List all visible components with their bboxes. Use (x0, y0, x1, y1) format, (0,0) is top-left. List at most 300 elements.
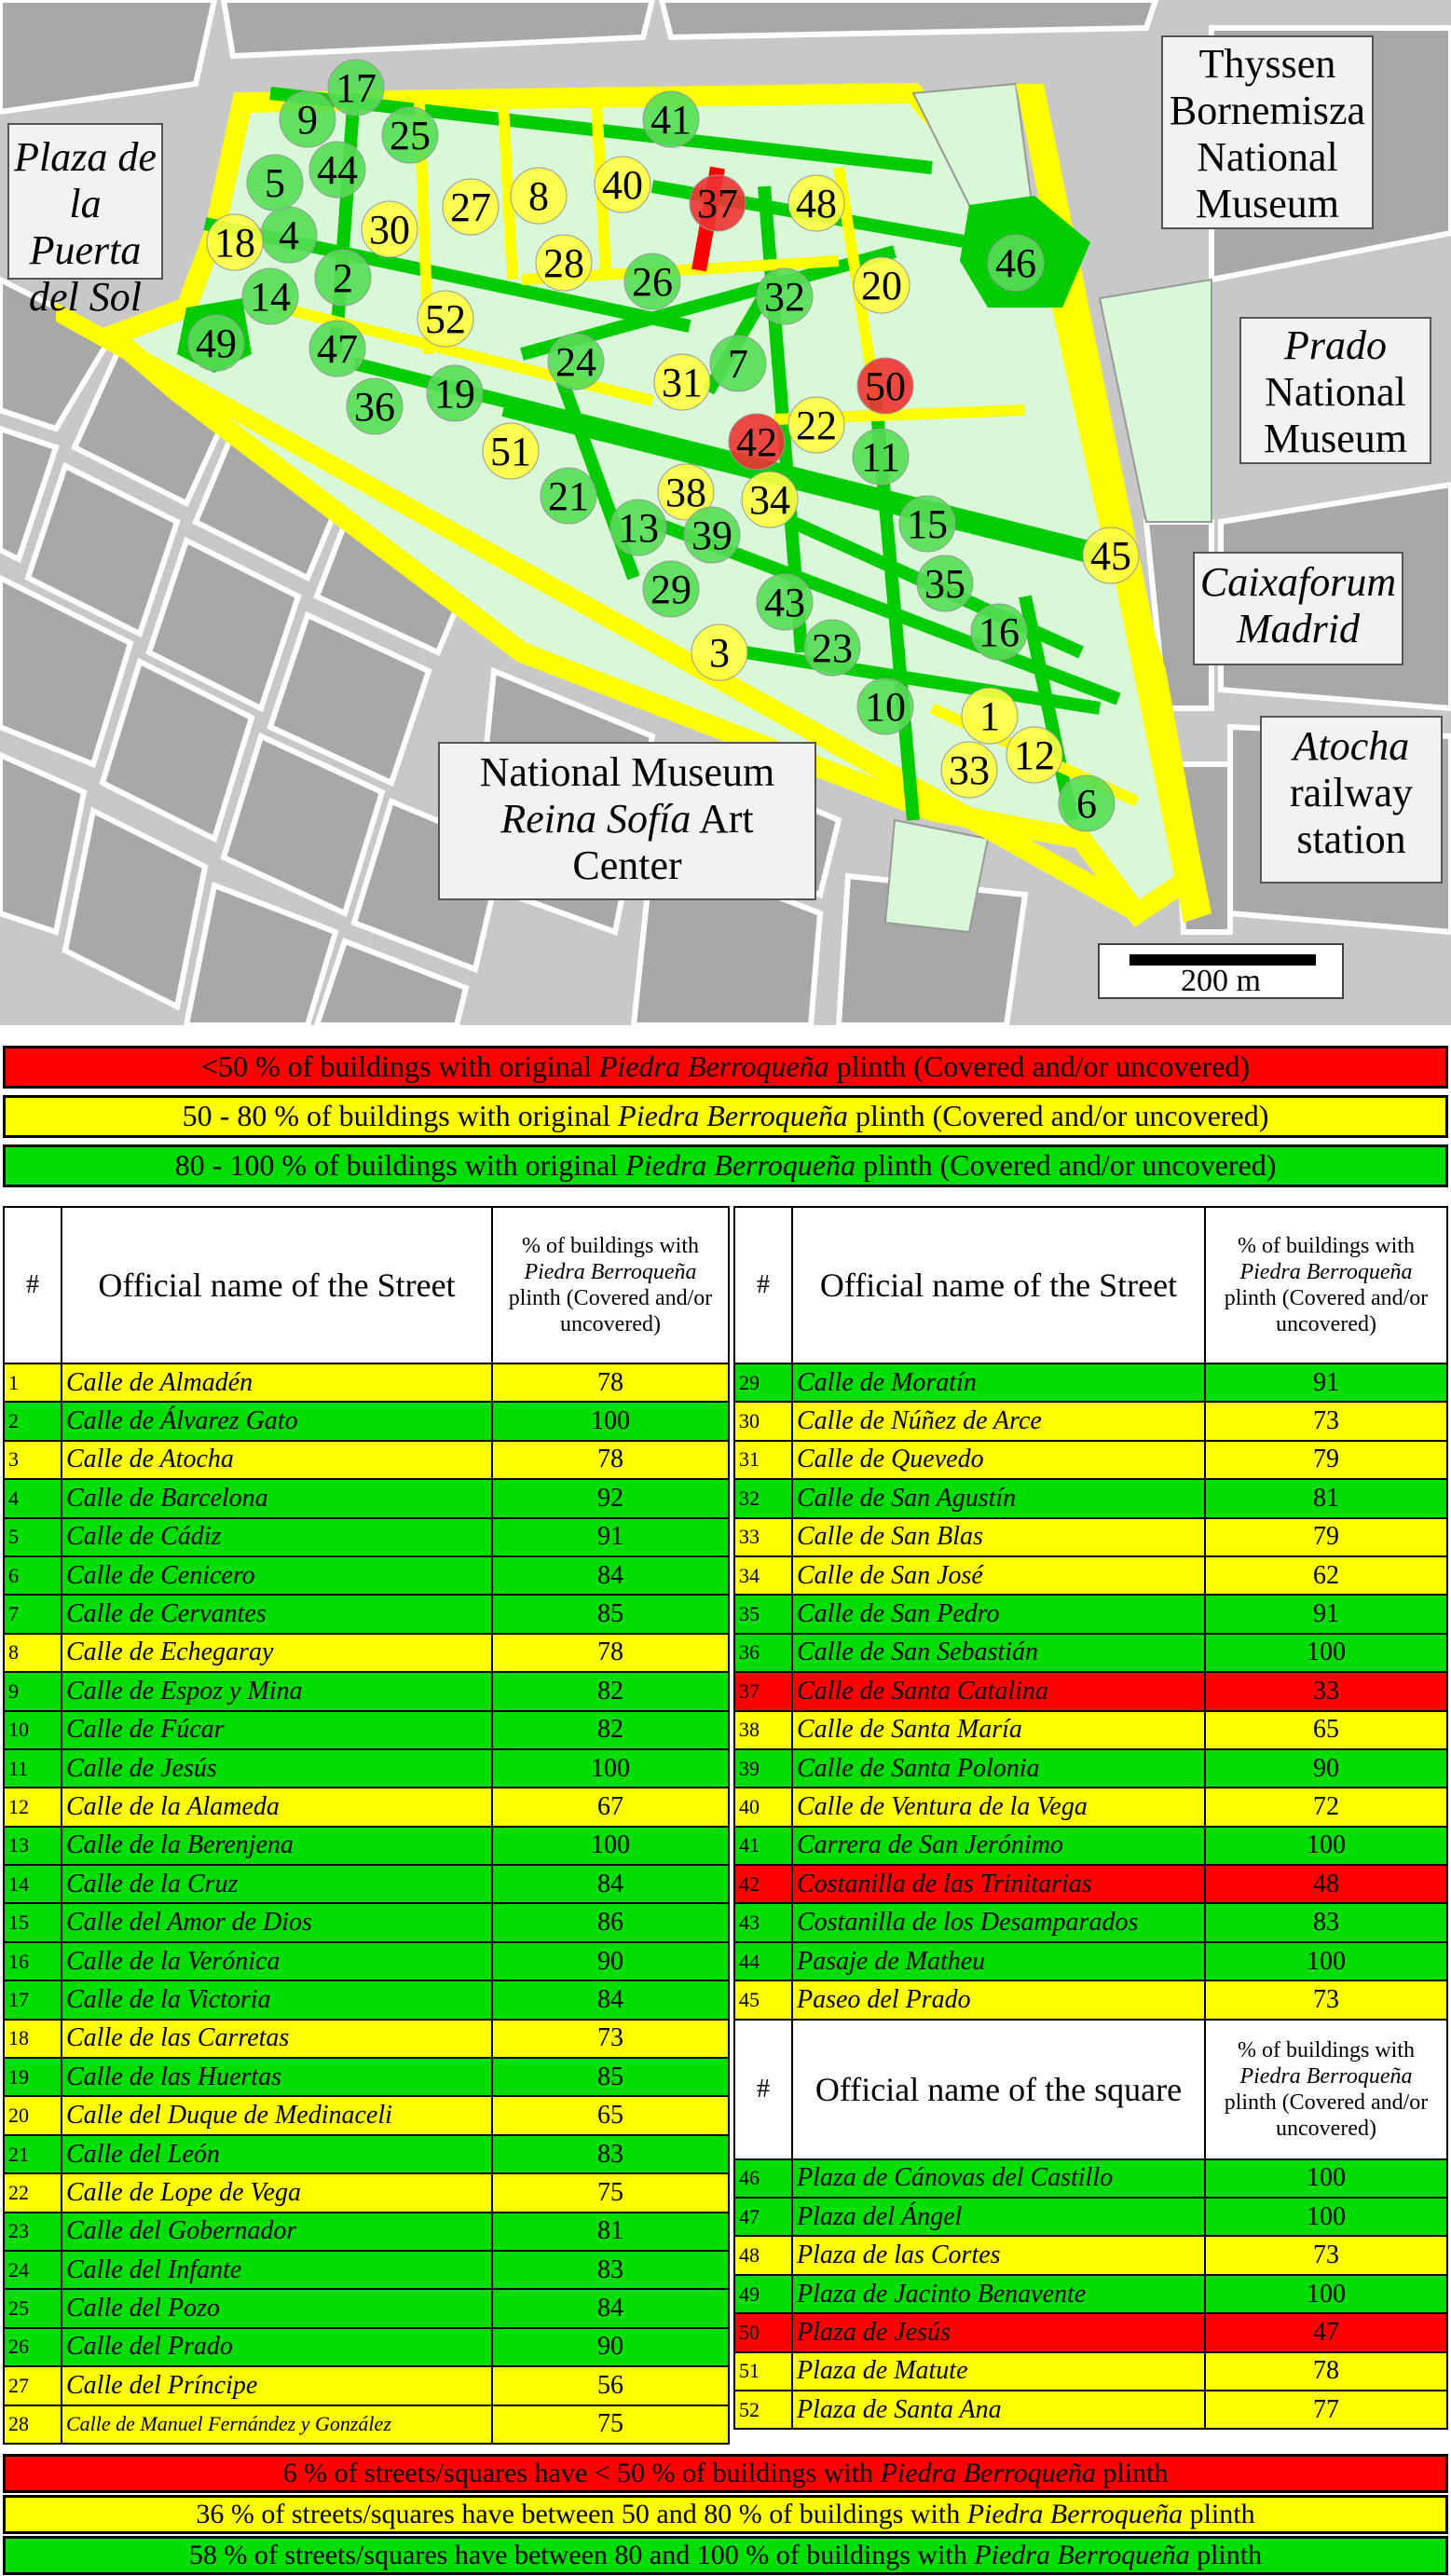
legend-text: 50 - 80 % of buildings with original (182, 1099, 619, 1132)
table-row (734, 2275, 1447, 2313)
table-row (734, 2236, 1447, 2274)
street-marker-label: 3 (709, 630, 730, 676)
table-header-row (734, 2020, 1447, 2159)
table-row (4, 2251, 729, 2289)
label-thyssen (1161, 35, 1374, 229)
table-row (4, 2096, 729, 2134)
table-row (734, 1903, 1447, 1941)
street-marker-label: 13 (618, 505, 659, 551)
street-marker-label: 36 (354, 384, 395, 430)
header-pct-italic: Piedra Berroqueña (524, 1260, 697, 1284)
row-number: 41 (734, 1827, 792, 1865)
row-name: Calle de Espoz y Mina (62, 1672, 492, 1710)
row-number: 11 (4, 1749, 62, 1788)
row-percentage: 86 (492, 1903, 729, 1941)
row-percentage: 100 (1205, 1827, 1447, 1865)
row-percentage: 83 (1205, 1903, 1447, 1941)
row-percentage: 78 (492, 1634, 729, 1672)
legend-red (3, 1046, 1448, 1089)
table-row (4, 1865, 729, 1903)
table-row (4, 1634, 729, 1672)
label-line: Thyssen (1198, 41, 1336, 87)
legend-text-italic: Piedra Berroqueña (598, 1049, 829, 1083)
label-line: Madrid (1237, 606, 1360, 651)
row-percentage: 73 (1205, 1980, 1447, 2019)
row-name: Calle del Amor de Dios (62, 1903, 492, 1941)
row-number: 13 (4, 1827, 62, 1865)
row-percentage: 81 (492, 2213, 729, 2251)
row-number: 43 (734, 1903, 792, 1941)
table-row (734, 1556, 1447, 1595)
table-row (4, 1595, 729, 1633)
row-number: 17 (4, 1980, 62, 2019)
row-number: 48 (734, 2236, 792, 2274)
street-marker-label: 6 (1076, 781, 1097, 827)
table-row (734, 1441, 1447, 1479)
row-number: 23 (4, 2213, 62, 2251)
row-name: Plaza de Cánovas del Castillo (792, 2159, 1205, 2198)
label-puerta-del-sol (7, 123, 163, 320)
streets-table-left-body (4, 1363, 729, 2444)
row-number: 24 (4, 2251, 62, 2289)
row-number: 33 (734, 1518, 792, 1556)
row-percentage: 78 (492, 1441, 729, 1479)
row-number: 37 (734, 1672, 792, 1710)
street-marker-label: 1 (979, 693, 1000, 739)
summary-text-italic: Piedra Berroqueña (880, 2458, 1096, 2488)
street-marker-label: 18 (214, 220, 255, 266)
row-percentage: 100 (1205, 2198, 1447, 2236)
table-row (734, 2313, 1447, 2351)
row-name: Plaza de las Cortes (792, 2236, 1205, 2274)
row-percentage: 84 (492, 1556, 729, 1595)
label-italic: Reina Sofía (500, 796, 691, 842)
row-name: Calle de Lope de Vega (62, 2173, 492, 2212)
street-marker-label: 11 (860, 434, 901, 480)
legend-text-italic: Piedra Berroqueña (625, 1148, 856, 1182)
row-name: Carrera de San Jerónimo (792, 1827, 1205, 1865)
row-number: 34 (734, 1556, 792, 1595)
street-marker-label: 39 (691, 513, 732, 558)
street-marker-label: 48 (796, 181, 837, 226)
street-marker-label: 45 (1090, 533, 1131, 579)
row-name: Calle del Prado (62, 2328, 492, 2366)
table-row (4, 1903, 729, 1941)
table-row (4, 2328, 729, 2366)
label-line: Center (572, 843, 682, 888)
row-name: Plaza de Jesús (792, 2313, 1205, 2351)
street-marker-label: 44 (317, 147, 358, 193)
row-percentage: 100 (492, 1749, 729, 1788)
street-marker-label: 38 (665, 470, 706, 515)
row-name: Calle de Santa Polonia (792, 1749, 1205, 1788)
row-name: Calle de las Huertas (62, 2058, 492, 2096)
row-percentage: 75 (492, 2173, 729, 2212)
table-row (4, 1711, 729, 1749)
header-pct-line: % of buildings with (522, 1234, 699, 1258)
table-row (734, 1479, 1447, 1517)
row-percentage: 83 (492, 2135, 729, 2173)
row-name: Calle del Pozo (62, 2289, 492, 2327)
legend-yellow (3, 1095, 1448, 1138)
row-number: 21 (4, 2135, 62, 2173)
row-number: 8 (4, 1634, 62, 1672)
label-reina-sofia (438, 742, 816, 900)
row-number: 52 (734, 2391, 792, 2429)
table-row (734, 2391, 1447, 2429)
table-row (734, 1788, 1447, 1826)
row-percentage: 100 (1205, 1634, 1447, 1672)
row-percentage: 100 (1205, 2159, 1447, 2198)
row-name: Plaza de Jacinto Benavente (792, 2275, 1205, 2313)
row-number: 25 (4, 2289, 62, 2327)
row-number: 18 (4, 2020, 62, 2058)
row-name: Calle de Jesús (62, 1749, 492, 1788)
street-marker-label: 49 (196, 321, 237, 366)
row-number: 3 (4, 1441, 62, 1479)
row-name: Calle de Santa Catalina (792, 1672, 1205, 1710)
row-name: Calle del Infante (62, 2251, 492, 2289)
squares-header (734, 2020, 1447, 2159)
row-number: 38 (734, 1711, 792, 1749)
row-name: Plaza de Santa Ana (792, 2391, 1205, 2429)
summary-text-italic: Piedra Berroqueña (974, 2540, 1190, 2570)
street-marker-label: 29 (650, 567, 691, 612)
row-percentage: 91 (1205, 1363, 1447, 1402)
table-row (4, 1518, 729, 1556)
row-name: Costanilla de las Trinitarias (792, 1865, 1205, 1903)
row-number: 42 (734, 1865, 792, 1903)
label-line: Prado (1284, 322, 1387, 368)
header-pct-line: plinth (Covered and/or uncovered) (508, 1286, 713, 1336)
table-row (734, 2198, 1447, 2236)
row-name: Calle de Moratín (792, 1363, 1205, 1402)
row-number: 32 (734, 1479, 792, 1517)
street-marker-label: 15 (907, 501, 948, 547)
row-name: Calle de Santa María (792, 1711, 1205, 1749)
street-marker-label: 12 (1014, 733, 1055, 778)
label-prado (1239, 317, 1431, 464)
row-name: Calle de Barcelona (62, 1479, 492, 1517)
row-number: 49 (734, 2275, 792, 2313)
street-marker-label: 28 (543, 240, 584, 286)
legend-text: plinth (Covered and/or uncovered) (855, 1148, 1277, 1182)
row-percentage: 78 (492, 1363, 729, 1402)
row-number: 22 (4, 2173, 62, 2212)
row-number: 45 (734, 1980, 792, 2019)
row-name: Calle de San José (792, 1556, 1205, 1595)
row-name: Calle de Atocha (62, 1441, 492, 1479)
street-marker-label: 30 (369, 207, 410, 253)
row-name: Calle de la Victoria (62, 1980, 492, 2019)
header-percentage (492, 1207, 729, 1363)
summary-yellow (3, 2495, 1448, 2534)
row-name: Calle de las Carretas (62, 2020, 492, 2058)
row-number: 15 (4, 1903, 62, 1941)
row-number: 20 (4, 2096, 62, 2134)
header-pct-line: % of buildings with (1238, 2037, 1415, 2062)
label-line: National Museum (479, 749, 775, 795)
label-line: railway (1290, 770, 1413, 815)
table-row (734, 1827, 1447, 1865)
row-percentage: 67 (492, 1788, 729, 1826)
row-name: Calle del León (62, 2135, 492, 2173)
label-caixaforum (1193, 552, 1403, 665)
row-name: Calle de San Agustín (792, 1479, 1205, 1517)
table-row (4, 1556, 729, 1595)
street-marker-label: 14 (250, 274, 291, 320)
street-marker-label: 4 (279, 212, 299, 258)
table-row (4, 1402, 729, 1440)
header-pct-line: plinth (Covered and/or uncovered) (1224, 1286, 1429, 1336)
row-percentage: 72 (1205, 1788, 1447, 1826)
street-marker-label: 34 (749, 477, 790, 523)
header-pct-line: % of buildings with (1238, 1234, 1415, 1258)
table-row (4, 2289, 729, 2327)
row-percentage: 100 (1205, 1942, 1447, 1980)
row-percentage: 73 (1205, 1402, 1447, 1440)
row-number: 14 (4, 1865, 62, 1903)
row-name: Calle de Cervantes (62, 1595, 492, 1633)
label-line: National (1265, 369, 1406, 415)
label-line: la Puerta (29, 181, 142, 273)
summary-text: 36 % of streets/squares have between 50 and 80 % of buildings with (196, 2499, 967, 2529)
row-number: 16 (4, 1942, 62, 1980)
label-line: del Sol (29, 274, 142, 320)
row-number: 44 (734, 1942, 792, 1980)
streets-table-left (3, 1206, 730, 2445)
street-marker-label: 25 (390, 113, 431, 158)
row-percentage: 85 (492, 2058, 729, 2096)
table-row (734, 2352, 1447, 2391)
street-marker-label: 20 (861, 263, 902, 308)
row-number: 39 (734, 1749, 792, 1788)
table-row (734, 1518, 1447, 1556)
street-marker-label: 10 (865, 684, 906, 730)
row-number: 40 (734, 1788, 792, 1826)
label-atocha (1260, 716, 1443, 884)
summary-text: plinth (1183, 2499, 1255, 2529)
row-name: Calle de Echegaray (62, 1634, 492, 1672)
row-percentage: 75 (492, 2405, 729, 2444)
row-name: Calle de Fúcar (62, 1711, 492, 1749)
row-percentage: 62 (1205, 1556, 1447, 1595)
street-marker-label: 33 (949, 747, 990, 793)
header-number: # (734, 1207, 792, 1363)
table-row (4, 2135, 729, 2173)
street-marker-label: 46 (995, 240, 1036, 286)
table-row (4, 2173, 729, 2212)
street-marker-label: 8 (528, 173, 549, 219)
summary-text: 6 % of streets/squares have < 50 % of buildings with (282, 2458, 881, 2488)
row-name: Calle de la Berenjena (62, 1827, 492, 1865)
row-number: 29 (734, 1363, 792, 1402)
table-row (4, 1363, 729, 1402)
legend-text: plinth (Covered and/or uncovered) (847, 1099, 1269, 1132)
label-line: Museum (1196, 181, 1339, 226)
table-row (734, 1865, 1447, 1903)
streets-table-right (733, 1206, 1448, 2430)
row-number: 51 (734, 2352, 792, 2391)
legend-text-italic: Piedra Berroqueña (618, 1099, 848, 1132)
label-line: Bornemisza (1169, 88, 1366, 133)
scale-bar (1098, 943, 1344, 999)
summary-green (3, 2536, 1448, 2575)
row-name: Calle del Gobernador (62, 2213, 492, 2251)
legend-text: 80 - 100 % of buildings with original (174, 1148, 626, 1182)
street-marker-label: 21 (548, 473, 589, 519)
street-marker-label: 40 (602, 162, 643, 208)
street-marker-label: 22 (796, 403, 837, 448)
row-percentage: 92 (492, 1479, 729, 1517)
street-marker-label: 9 (297, 97, 318, 143)
streets-table-right-body (734, 1363, 1447, 2020)
summary-text: plinth (1095, 2458, 1169, 2488)
table-row (734, 1363, 1447, 1402)
row-percentage: 91 (492, 1518, 729, 1556)
row-number: 5 (4, 1518, 62, 1556)
row-number: 10 (4, 1711, 62, 1749)
table-row (4, 1672, 729, 1710)
legend-green (3, 1144, 1448, 1187)
table-row (4, 2058, 729, 2096)
row-name: Calle de San Sebastián (792, 1634, 1205, 1672)
street-marker-label: 2 (333, 255, 353, 301)
row-number: 47 (734, 2198, 792, 2236)
label-line: National (1197, 134, 1338, 180)
row-name: Calle de Álvarez Gato (62, 1402, 492, 1440)
row-percentage: 100 (492, 1402, 729, 1440)
row-number: 28 (4, 2405, 62, 2444)
table-row (4, 1942, 729, 1980)
table-row (734, 1672, 1447, 1710)
table-row (4, 1827, 729, 1865)
header-street-name: Official name of the Street (62, 1207, 492, 1363)
header-pct-italic: Piedra Berroqueña (1239, 2063, 1413, 2089)
row-percentage: 73 (1205, 2236, 1447, 2274)
street-marker-label: 37 (697, 181, 738, 226)
row-name: Calle de San Pedro (792, 1595, 1205, 1633)
row-percentage: 100 (1205, 2275, 1447, 2313)
row-number: 19 (4, 2058, 62, 2096)
row-percentage: 47 (1205, 2313, 1447, 2351)
label-line: Plaza de (14, 134, 157, 180)
row-number: 30 (734, 1402, 792, 1440)
row-percentage: 90 (492, 1942, 729, 1980)
table-row (4, 1441, 729, 1479)
header-pct-italic: Piedra Berroqueña (1239, 1260, 1413, 1284)
row-percentage: 84 (492, 1980, 729, 2019)
summary-text-italic: Piedra Berroqueña (966, 2499, 1184, 2529)
legend-text: plinth (Covered and/or uncovered) (828, 1049, 1251, 1083)
row-percentage: 84 (492, 1865, 729, 1903)
table-row (734, 1402, 1447, 1440)
row-name: Calle de Ventura de la Vega (792, 1788, 1205, 1826)
table-row (734, 1595, 1447, 1633)
row-percentage: 73 (492, 2020, 729, 2058)
label-line: Museum (1264, 416, 1407, 461)
street-marker-label: 17 (335, 65, 376, 111)
table-row (734, 1634, 1447, 1672)
row-percentage: 33 (1205, 1672, 1447, 1710)
row-number: 12 (4, 1788, 62, 1826)
table-row (734, 1980, 1447, 2019)
header-percentage (1205, 1207, 1447, 1363)
row-name: Calle de Quevedo (792, 1441, 1205, 1479)
row-percentage: 82 (492, 1672, 729, 1710)
row-percentage: 48 (1205, 1865, 1447, 1903)
header-square-name: Official name of the square (792, 2020, 1205, 2159)
row-name: Plaza del Ángel (792, 2198, 1205, 2236)
row-number: 2 (4, 1402, 62, 1440)
table-row (4, 1788, 729, 1826)
table-row (4, 1479, 729, 1517)
street-marker-label: 19 (434, 371, 475, 417)
row-percentage: 79 (1205, 1441, 1447, 1479)
street-marker-label: 24 (555, 339, 596, 385)
table-header-row (734, 1207, 1447, 1363)
street-marker-label: 32 (764, 274, 805, 320)
row-name: Pasaje de Matheu (792, 1942, 1205, 1980)
street-marker-label: 31 (662, 360, 703, 405)
table-row (734, 1942, 1447, 1980)
table-row (734, 2159, 1447, 2198)
street-marker-label: 42 (736, 419, 777, 465)
table-row (4, 2405, 729, 2444)
summary-text: 58 % of streets/squares have between 80 and 100 % of buildings with (188, 2540, 975, 2570)
row-number: 36 (734, 1634, 792, 1672)
header-street-name: Official name of the Street (792, 1207, 1205, 1363)
label-line (440, 796, 814, 843)
row-percentage: 78 (1205, 2352, 1447, 2391)
row-number: 27 (4, 2366, 62, 2405)
row-percentage: 79 (1205, 1518, 1447, 1556)
street-marker-label: 41 (650, 97, 691, 143)
row-number: 4 (4, 1479, 62, 1517)
row-name: Calle de Cádiz (62, 1518, 492, 1556)
row-number: 7 (4, 1595, 62, 1633)
squares-table-body (734, 2159, 1447, 2430)
header-pct-line: plinth (Covered and/or uncovered) (1224, 2090, 1429, 2141)
street-marker-label: 16 (979, 610, 1020, 655)
label-plain: Art (691, 796, 754, 842)
street-marker-label: 43 (764, 580, 805, 625)
row-number: 31 (734, 1441, 792, 1479)
row-name: Calle de Manuel Fernández y González (62, 2405, 492, 2444)
street-marker-label: 47 (317, 326, 358, 372)
header-number: # (734, 2020, 792, 2159)
row-percentage: 56 (492, 2366, 729, 2405)
row-name: Calle del Príncipe (62, 2366, 492, 2405)
row-percentage: 65 (1205, 1711, 1447, 1749)
map (0, 0, 1451, 1025)
row-number: 35 (734, 1595, 792, 1633)
row-name: Paseo del Prado (792, 1980, 1205, 2019)
row-name: Calle de la Alameda (62, 1788, 492, 1826)
table-row (4, 1980, 729, 2019)
row-percentage: 65 (492, 2096, 729, 2134)
row-name: Calle de Cenicero (62, 1556, 492, 1595)
row-number: 50 (734, 2313, 792, 2351)
street-marker-label: 23 (812, 625, 853, 671)
table-row (4, 1749, 729, 1788)
row-name: Calle de la Verónica (62, 1942, 492, 1980)
row-name: Calle de San Blas (792, 1518, 1205, 1556)
table-row (4, 2366, 729, 2405)
label-line: station (1296, 816, 1406, 862)
label-line: Caixaforum (1199, 559, 1397, 605)
row-percentage: 84 (492, 2289, 729, 2327)
